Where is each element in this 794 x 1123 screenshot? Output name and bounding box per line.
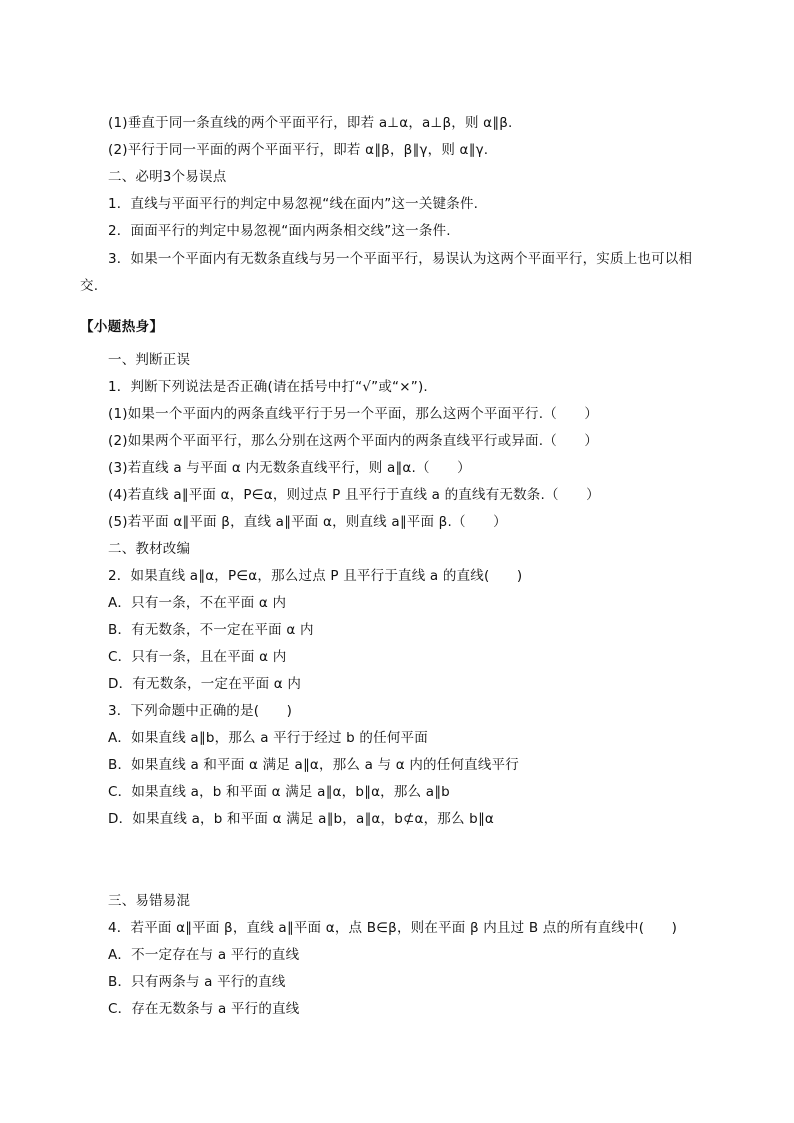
question-2-option: C．只有一条，且在平面 α 内 xyxy=(108,649,287,665)
question-2-option: A．只有一条，不在平面 α 内 xyxy=(108,595,287,611)
question-1-item: (2)如果两个平面平行，那么分别在这两个平面内的两条直线平行或异面.（ ） xyxy=(108,433,599,449)
question-3-option: C．如果直线 a，b 和平面 α 满足 a∥α，b∥α，那么 a∥b xyxy=(108,784,450,800)
misconception-point-2: 2．面面平行的判定中易忽视“面内两条相交线”这一条件. xyxy=(108,223,451,239)
question-2-option: D．有无数条，一定在平面 α 内 xyxy=(108,676,302,692)
question-3-option: B．如果直线 a 和平面 α 满足 a∥α，那么 a 与 α 内的任何直线平行 xyxy=(108,757,519,773)
section-heading-misconceptions: 二、必明3个易误点 xyxy=(108,169,227,185)
question-4-option: C．存在无数条与 a 平行的直线 xyxy=(108,1001,300,1017)
parallel-planes-property-2: (2)平行于同一平面的两个平面平行，即若 α∥β，β∥γ，则 α∥γ. xyxy=(108,142,489,158)
misconception-point-1: 1．直线与平面平行的判定中易忽视“线在面内”这一关键条件. xyxy=(108,196,479,212)
warmup-title: 【小题热身】 xyxy=(80,319,164,335)
question-3-option: D．如果直线 a，b 和平面 α 满足 a∥b，a∥α，b⊄α，那么 b∥α xyxy=(108,811,494,827)
question-1-item: (4)若直线 a∥平面 α，P∈α，则过点 P 且平行于直线 a 的直线有无数条.（ ） xyxy=(108,487,600,503)
part-heading-error-prone: 三、易错易混 xyxy=(108,893,191,909)
part-heading-textbook: 二、教材改编 xyxy=(108,541,191,557)
question-1-item: (5)若平面 α∥平面 β，直线 a∥平面 α，则直线 a∥平面 β.（ ） xyxy=(108,514,507,530)
question-2-stem: 2．如果直线 a∥α，P∈α，那么过点 P 且平行于直线 a 的直线( ) xyxy=(108,568,523,584)
question-3-stem: 3．下列命题中正确的是( ) xyxy=(108,703,293,719)
question-3-option: A．如果直线 a∥b，那么 a 平行于经过 b 的任何平面 xyxy=(108,730,428,746)
misconception-point-3: 3．如果一个平面内有无数条直线与另一个平面平行，易误认为这两个平面平行，实质上也可以相交. xyxy=(80,251,693,294)
question-4-option: A．不一定存在与 a 平行的直线 xyxy=(108,947,300,963)
question-1-item: (3)若直线 a 与平面 α 内无数条直线平行，则 a∥α.（ ） xyxy=(108,460,471,476)
question-1-item: (1)如果一个平面内的两条直线平行于另一个平面，那么这两个平面平行.（ ） xyxy=(108,406,599,422)
question-4-stem: 4．若平面 α∥平面 β，直线 a∥平面 α，点 B∈β，则在平面 β 内且过 B 点的所有直线中( ) xyxy=(108,920,678,936)
question-2-option: B．有无数条，不一定在平面 α 内 xyxy=(108,622,314,638)
part-heading-true-false: 一、判断正误 xyxy=(108,352,191,368)
question-4-option: B．只有两条与 a 平行的直线 xyxy=(108,974,286,990)
parallel-planes-property-1: (1)垂直于同一条直线的两个平面平行，即若 a⊥α，a⊥β，则 α∥β. xyxy=(108,115,513,131)
question-1-stem: 1．判断下列说法是否正确(请在括号中打“√”或“×”). xyxy=(108,379,428,395)
